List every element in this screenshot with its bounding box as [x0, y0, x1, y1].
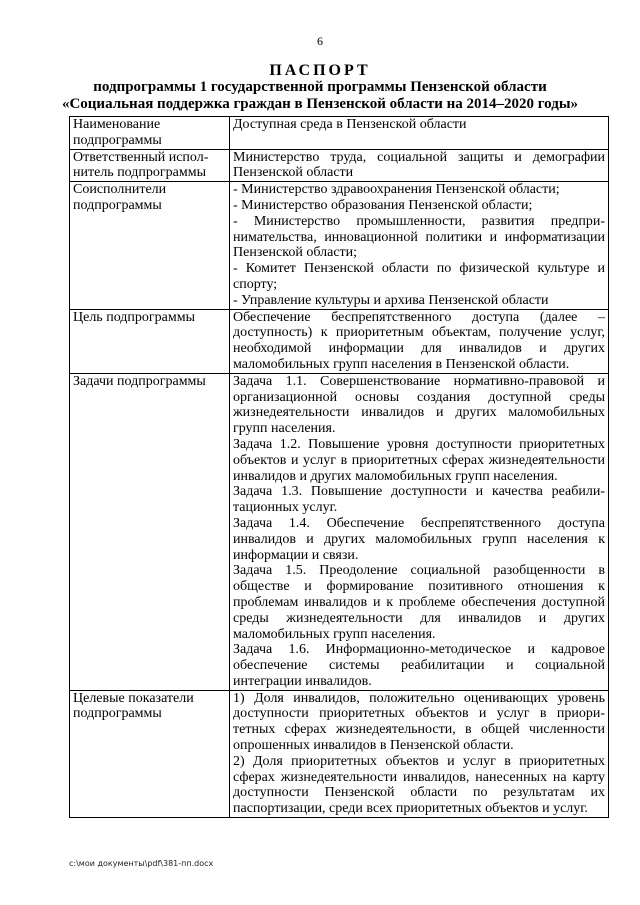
row-value — [230, 117, 609, 150]
table-row — [70, 117, 609, 150]
table-row — [70, 149, 609, 182]
row-value — [230, 690, 609, 817]
value-line: - Министерство образования Пензенской области; — [233, 197, 533, 213]
page-number: 6 — [317, 34, 323, 48]
row-label: Целевые показатели подпрограммы — [70, 690, 230, 817]
value-line: Задача 1.3. Повышение доступности и качества реабили-тационных услуг. — [233, 484, 605, 516]
row-value — [230, 149, 609, 182]
value-line: Доступная среда в Пензенской области — [233, 117, 467, 132]
value-line: - Комитет Пензенской области по физической культуре и спорту; — [233, 261, 605, 292]
row-label: Ответственный испол-нитель подпрограммы — [70, 149, 230, 182]
row-value — [230, 373, 609, 690]
value-line: Обеспечение беспрепятственного доступа (далее – доступность) к приоритетным объектам, получение услуг, необходимой информации для инвалидов и других маломобильных групп населения в Пензенской области. — [233, 309, 605, 372]
value-line: Министерство труда, социальной защиты и демографии Пензенской области — [233, 149, 605, 181]
table-row — [70, 690, 609, 817]
table-row — [70, 309, 609, 373]
value-line: - Управление культуры и архива Пензенской области — [233, 292, 549, 308]
file-path-footer: c:\мои документы\pdf\381-пп.docx — [69, 859, 214, 868]
table-row — [70, 182, 609, 309]
value-line: Задача 1.4. Обеспечение беспрепятственного доступа инвалидов и других маломобильных групп населения к информации и связи. — [233, 515, 605, 563]
row-value — [230, 182, 609, 309]
document-title — [40, 62, 600, 113]
value-line: - Министерство промышленности, развития предпри-нимательства, инновационной политики и информатизации Пензенской области; — [233, 213, 605, 261]
value-line: Задача 1.1. Совершенствование нормативно-правовой и организационной основы создания доступной среды жизнедеятельности инвалидов и других маломобильных групп населения. — [233, 373, 605, 437]
value-line: Задача 1.6. Информационно-методическое и кадровое обеспечение системы реабилитации и социальной интеграции инвалидов. — [233, 642, 605, 689]
title-line-2: «Социальная поддержка граждан в Пензенской области на 2014–2020 годы» — [61, 96, 579, 112]
value-line: 1) Доля инвалидов, положительно оценивающих уровень доступности приоритетных объектов и услуг в приори-тетных сферах жизнедеятельности, в общей численности опрошенных инвалидов в Пензенской области. — [233, 690, 605, 754]
value-line: Задача 1.5. Преодоление социальной разобщенности в обществе и формирование позитивного отношения к проблемам инвалидов и к проблеме обеспечения доступной среды жизнедеятельности для инвалидов и других маломобильных групп населения. — [233, 563, 605, 642]
title-line-1: подпрограммы 1 государственной программы Пензенской области — [93, 79, 547, 95]
title-main: ПАСПОРТ — [269, 62, 371, 79]
row-label: Соисполнители подпрограммы — [70, 182, 230, 309]
value-line: 2) Доля приоритетных объектов и услуг в приоритетных сферах жизнедеятельности инвалидов, нанесенных на карту доступности Пензенской области по результатам их паспортизации, среди всех приоритетных объектов и услуг. — [233, 753, 605, 817]
row-value — [230, 309, 609, 373]
passport-table — [69, 116, 609, 818]
value-line: Задача 1.2. Повышение уровня доступности приоритетных объектов и услуг в приоритетных сферах жизнедеятельности инвалидов и других маломобильных групп населения. — [233, 436, 605, 484]
table-row — [70, 373, 609, 690]
row-label: Цель подпрограммы — [70, 309, 230, 373]
row-label: Наименование подпрограммы — [70, 117, 230, 150]
value-line: - Министерство здравоохранения Пензенской области; — [233, 182, 560, 198]
row-label: Задачи подпрограммы — [70, 373, 230, 690]
